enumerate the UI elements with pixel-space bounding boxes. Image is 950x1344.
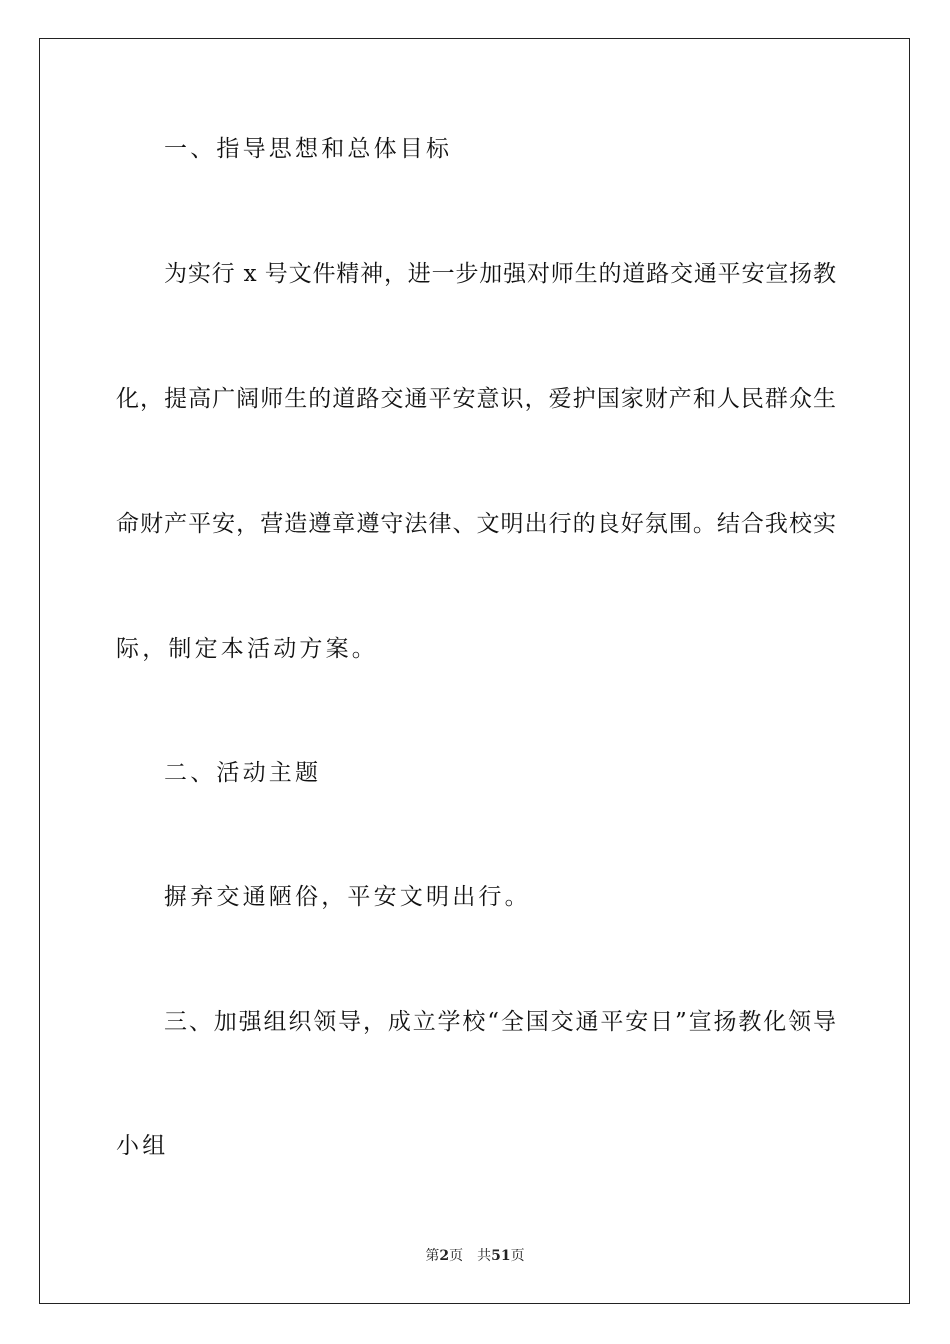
paragraph-line: 际，制定本活动方案。 (116, 636, 378, 662)
section-heading-3: 三、加强组织领导，成立学校“全国交通平安日”宣扬教化领导 (164, 1009, 836, 1035)
total-suffix: 页 (510, 1248, 525, 1264)
total-prefix: 共 (477, 1248, 492, 1264)
section-heading-1: 一、指导思想和总体目标 (164, 136, 453, 162)
page-footer (0, 1247, 950, 1265)
page-number: 2 (439, 1248, 450, 1264)
section-heading-3-continued: 小组 (116, 1133, 169, 1159)
page-border (39, 38, 910, 1304)
paragraph-line: 摒弃交通陋俗，平安文明出行。 (164, 884, 531, 910)
section-heading-2: 二、活动主题 (164, 760, 322, 786)
paragraph-line: 命财产平安，营造遵章遵守法律、文明出行的良好氛围。结合我校实 (116, 511, 836, 537)
page-prefix: 第 (425, 1248, 440, 1264)
total-pages: 51 (491, 1248, 511, 1264)
page-suffix: 页 (449, 1248, 464, 1264)
paragraph-line: 化，提高广阔师生的道路交通平安意识，爱护国家财产和人民群众生 (116, 386, 836, 412)
paragraph-line: 为实行 x 号文件精神，进一步加强对师生的道路交通平安宣扬教 (164, 261, 836, 287)
